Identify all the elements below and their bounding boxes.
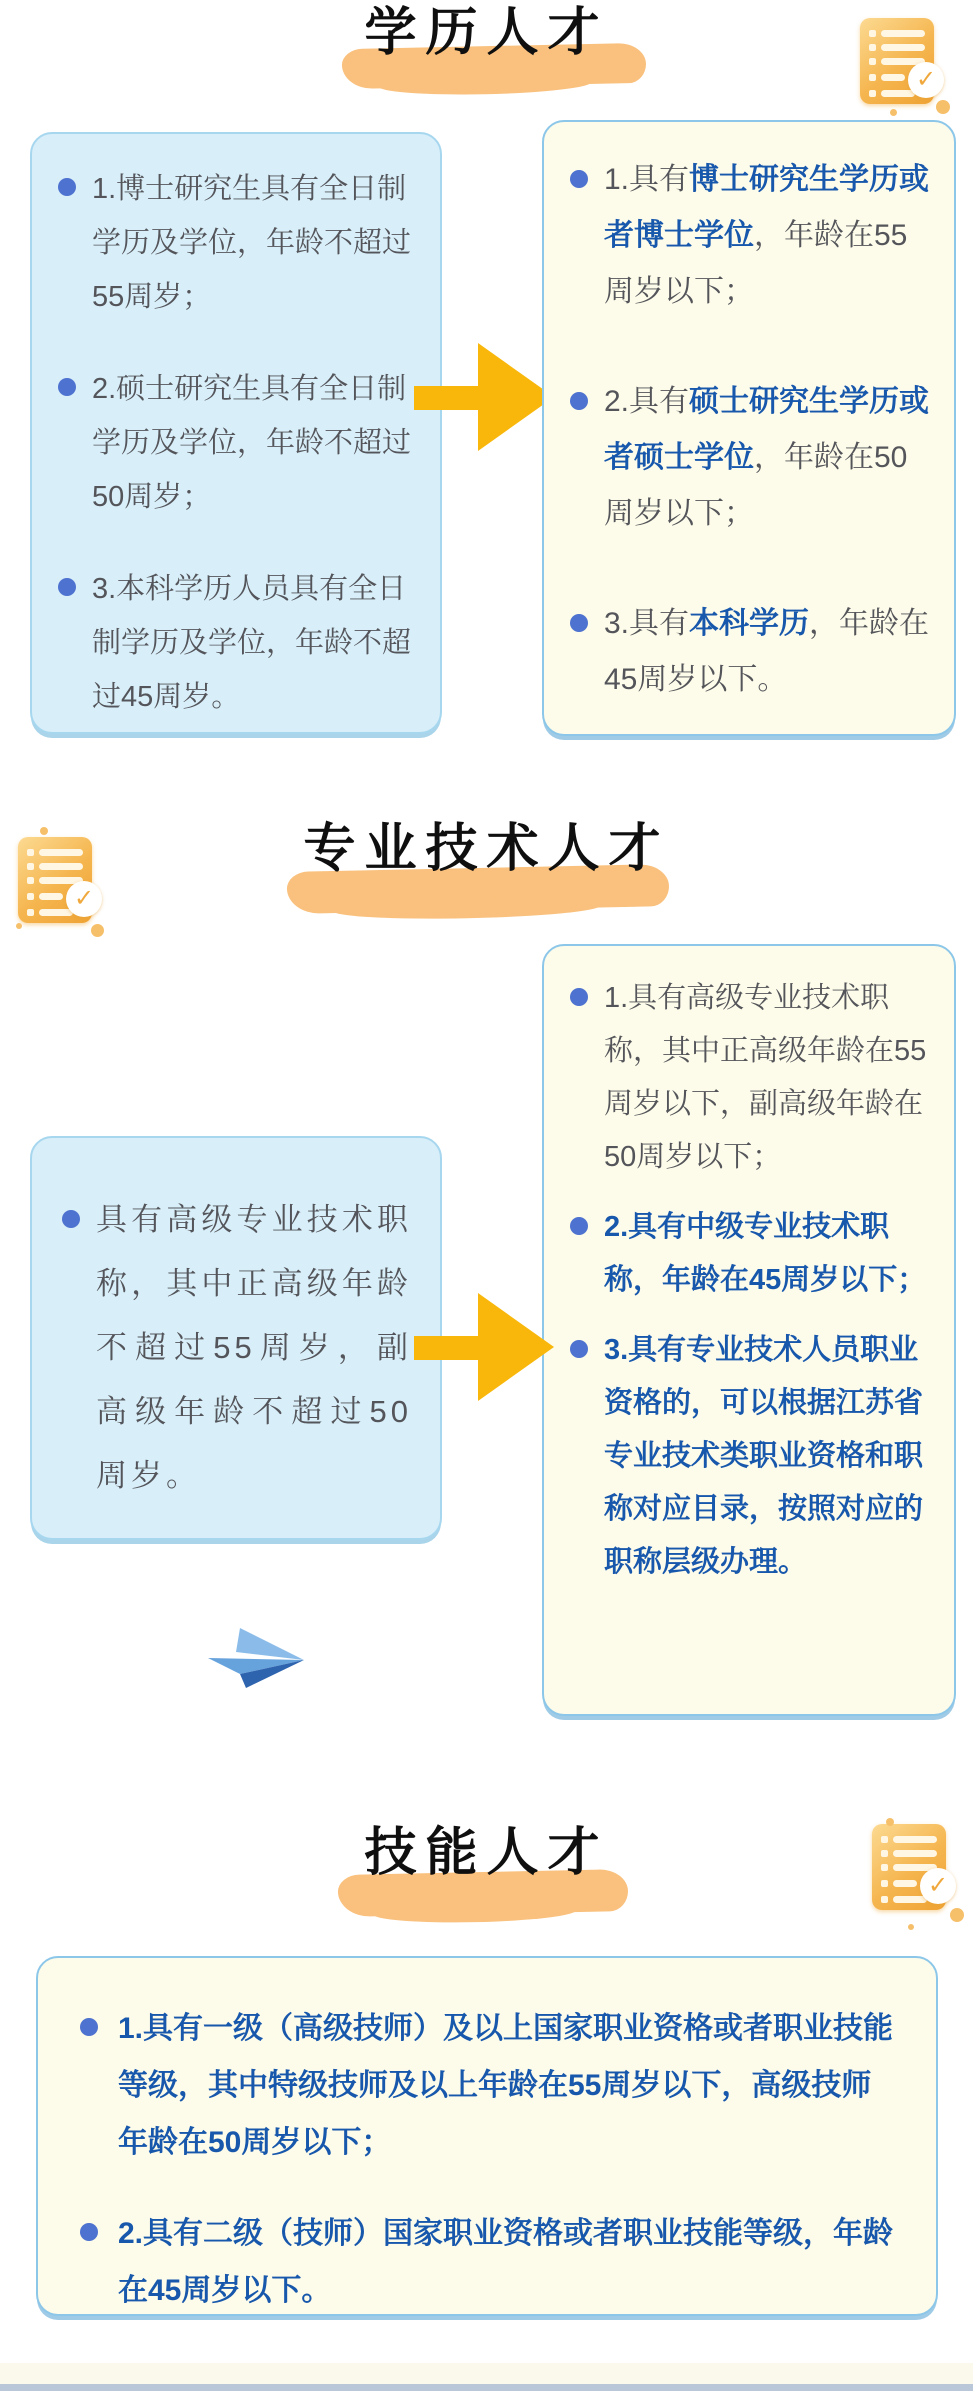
list-item	[62, 1188, 412, 1508]
text-run: 3.具有	[604, 607, 690, 640]
text-run: 2.具有	[604, 385, 690, 418]
list-item	[570, 596, 932, 708]
list-item-text: 具有高级专业技术职称，其中正高级年龄不超过55周岁，副高级年龄不超过50周岁。	[96, 1202, 412, 1493]
list-item-text	[604, 1324, 932, 1589]
section-title-zhuanye: 专业技术人才	[303, 820, 670, 878]
requirement-box-jineng	[36, 1956, 938, 2316]
text-run-bold: 2.具有中级专业技术职称，年龄在45周岁以下；	[604, 1211, 927, 1296]
requirement-box-new-zhuanye	[542, 944, 956, 1716]
bullet-dot	[570, 1340, 588, 1358]
list-item	[570, 152, 932, 320]
requirement-box-new-xueli	[542, 120, 956, 736]
bullet-dot	[80, 2223, 98, 2241]
list-item	[58, 162, 416, 324]
text-run: ，年龄在55周岁以下；	[604, 219, 908, 308]
footer-divider	[0, 2384, 973, 2391]
bullet-dot	[58, 178, 76, 196]
text-run-bold: 本科学历	[689, 607, 810, 640]
paper-airplane-icon	[206, 1622, 318, 1700]
list-item	[570, 1324, 932, 1589]
bullet-dot	[570, 392, 588, 410]
list-item	[58, 562, 416, 724]
text-run-bold: 3.具有专业技术人员职业资格的，可以根据江苏省专业技术类职业资格和职称对应目录，按照对应的职称层级办理。	[604, 1334, 924, 1578]
requirement-box-old-zhuanye	[30, 1136, 442, 1540]
bullet-dot	[58, 378, 76, 396]
footer-strip	[0, 2363, 973, 2385]
section-title-jineng: 技能人才	[364, 1824, 609, 1882]
list-item	[80, 2000, 898, 2171]
list-item-text	[604, 1201, 932, 1307]
requirement-box-old-xueli	[30, 132, 442, 734]
check-icon: ✓	[66, 881, 102, 917]
list-item-text	[604, 374, 932, 542]
list-item	[570, 374, 932, 542]
text-run: ，年龄在50周岁以下；	[604, 441, 908, 530]
bullet-dot	[570, 988, 588, 1006]
list-item-text: 2.具有二级（技师）国家职业资格或者职业技能等级，年龄在45周岁以下。	[118, 2217, 894, 2307]
arrow-right-icon	[414, 342, 554, 452]
list-item-text	[604, 972, 932, 1184]
check-icon: ✓	[908, 62, 944, 98]
section-title-xueli: 学历人才	[364, 4, 609, 62]
text-run-bold: 硕士研究生学历或者硕士学位	[604, 385, 930, 474]
list-item-text: 3.本科学历人员具有全日制学历及学位，年龄不超过45周岁。	[92, 573, 412, 713]
list-item-text: 2.硕士研究生具有全日制学历及学位，年龄不超过50周岁；	[92, 373, 412, 513]
bullet-dot	[80, 2018, 98, 2036]
text-run-bold: 博士研究生学历或者博士学位	[604, 163, 930, 252]
bullet-dot	[58, 578, 76, 596]
list-item	[570, 972, 932, 1184]
text-run: 1.具有高级专业技术职称，其中正高级年龄在55周岁以下，副高级年龄在50周岁以下；	[604, 982, 927, 1173]
text-run: ，年龄在45周岁以下。	[604, 607, 930, 696]
bullet-dot	[570, 170, 588, 188]
list-item-text: 1.博士研究生具有全日制学历及学位，年龄不超过55周岁；	[92, 173, 412, 313]
list-item-text	[604, 152, 932, 320]
text-run: 1.具有	[604, 163, 690, 196]
check-icon: ✓	[920, 1868, 956, 1904]
list-item	[58, 362, 416, 524]
list-item	[80, 2205, 898, 2319]
list-item-text: 1.具有一级（高级技师）及以上国家职业资格或者职业技能等级，其中特级技师及以上年龄在55周岁以下，高级技师年龄在50周岁以下；	[118, 2012, 894, 2159]
bullet-dot	[570, 1217, 588, 1235]
arrow-right-icon	[414, 1292, 554, 1402]
bullet-dot	[62, 1210, 80, 1228]
list-item-text	[604, 596, 932, 708]
bullet-dot	[570, 614, 588, 632]
list-item	[570, 1201, 932, 1307]
